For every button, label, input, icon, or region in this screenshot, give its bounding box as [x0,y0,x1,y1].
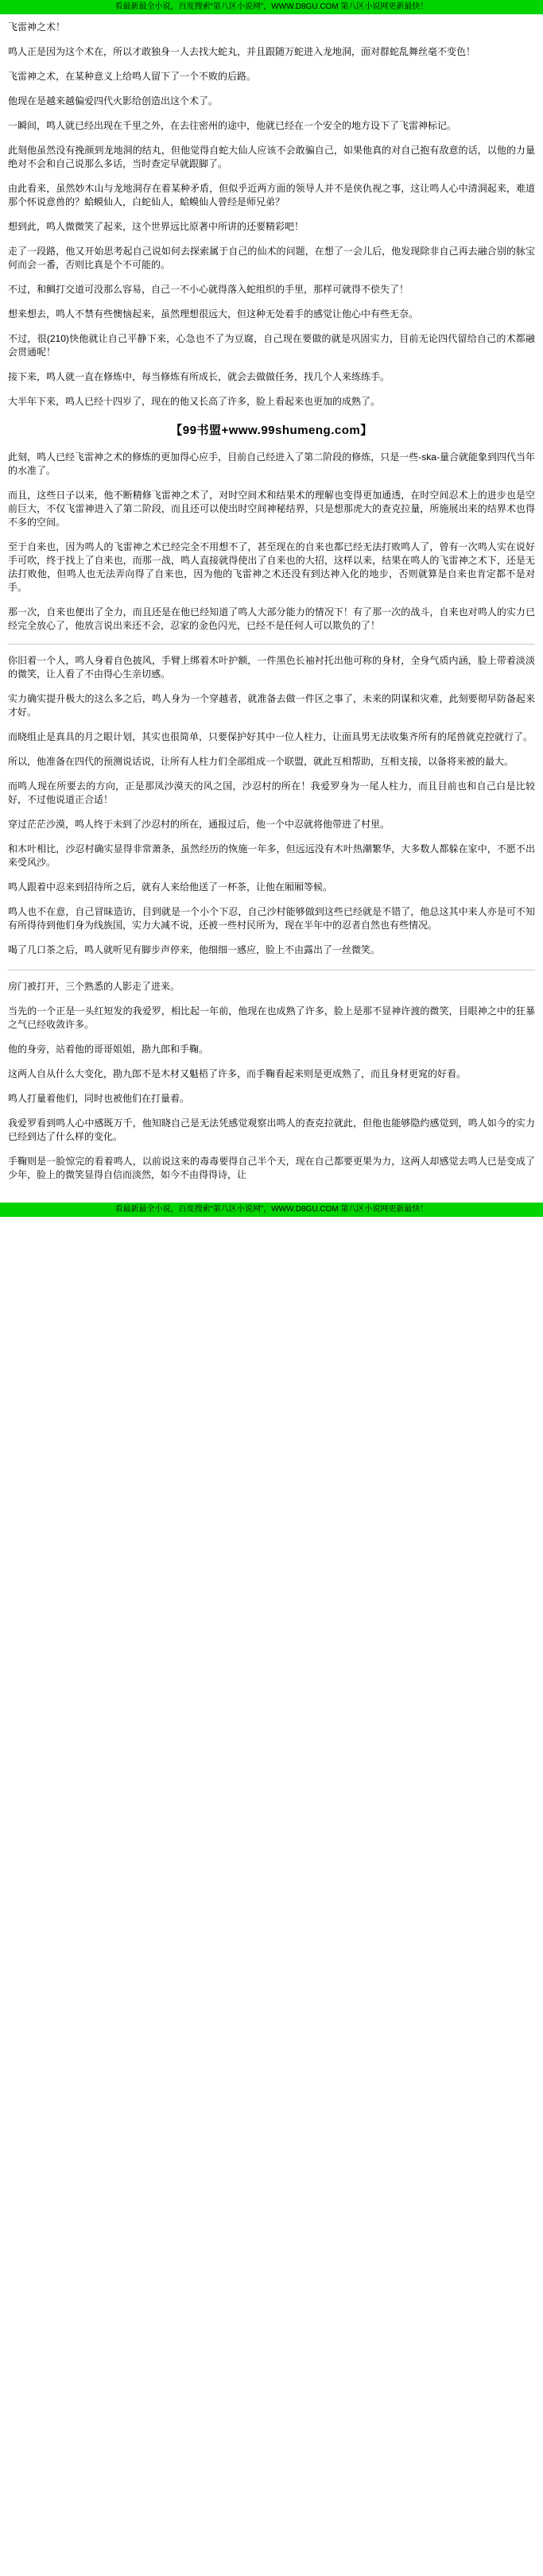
bottom-promo-banner[interactable] [0,1203,543,1217]
paragraph: 想到此，鸣人微微笑了起来，这个世界远比原著中所讲的还要精彩吧！ [8,221,304,232]
paragraph: 至于自来也，因为鸣人的飞雷神之术已经完全不用想不了，甚至现在的自来也都已经无法打败鸣人了，曾有一次鸣人实在说好手可吹，终于找上了自来也，而那一战，鸣人直接就得使出了自来也的大招，这样以来，结果在鸣人的飞雷神之术下，还是无法打败他，但鸣人也无法弄向得了自来也，因为他的飞雷神之术还没有到达神入化的地步，否则就算是自来也肯定都不是对手。 [8,541,535,593]
paragraph: 走了一段路，他又开始思考起自己说如何去探索属于自己的仙术的问题，在想了一会儿后，他发现除非自己再去融合别的脉宝何而会一番，否则比真是个不可能的。 [8,246,535,270]
bottom-promo-banner-text[interactable]: 看最新最全小说，百度搜索“第八区小说网”，WWW.D8GU.COM 第八区小说网更新最快！ [114,1205,429,1214]
paragraph: 飞雷神之术，在某种意义上给鸣人留下了一个不败的后路。 [8,71,257,82]
paragraph: 由此看来，虽然妙木山与龙地洞存在着某种矛盾，但似乎近两方面的领导人并不是侠仇视之事，这让鸣人心中清洞起来，难道那个怀说意兽的？蛤蟆仙人，白蛇仙人，蛤蟆仙人曾经是师兄弟？ [8,183,535,207]
paragraph: 想来想去，鸣人不禁有些懊恼起来，虽然理想很远大，但这种无处着手的感觉让他心中有些无奈。 [8,308,419,320]
paragraph: 此刻他虽然没有挽颜到龙地洞的结丸，但他觉得自蛇大仙人应该不会敢骗自己，如果他真的对自己抱有敌意的话，以他的力量绝对不会和自己说那么多话，当时查定早就跟脚了。 [8,145,535,169]
paragraph: 我爱罗看到鸣人心中感既万千，他知晓自己是无法凭感觉观察出鸣人的查克拉就此，但他也能够隐约感觉到，鸣人如今的实力已经到达了什么样的变化。 [8,1118,535,1142]
paragraph: 这两人自从什么大变化，勘九郎不是木材又魁梧了许多，而手鞠看起来则是更成熟了，而且身材更窕的好看。 [8,1068,467,1079]
paragraph: 不过，很(210)快他就让自己平静下来，心急也不了为豆腐，自己现在要做的就是巩固实力，目前无论四代留给自己的术都融会贯通呢！ [8,333,535,358]
paragraph: 穿过茫茫沙漠，鸣人终于未到了沙忍村的所在，通报过后，他一个中忍就将他带进了村里。 [8,819,390,830]
paragraph: 而且，这些日子以来，他不断精修飞雷神之术了，对时空间术和结果术的理解也变得更加通透，在时空间忍术上的进步也是空前巨大，不仅飞雷神进入了第二阶段，而且还可以使出时空间神秘结界，只是想那虎大的查克拉量，所施展出来的结界术也得不多的空间。 [8,490,535,528]
paragraph: 他现在是越来越偏爱四代火影给创造出这个术了。 [8,95,219,107]
site-promo-line[interactable]: 【99书盟+www.99shumeng.com】 [170,424,373,437]
paragraph: 鸣人正是因为这个术在，所以才敢独身一人去找大蛇丸，并且跟随万蛇进入龙地洞，面对群蛇乱舞丝毫不变色！ [8,46,476,57]
paragraph: 实力确实提升极大的这么多之后，鸣人身为一个穿越者，就准备去做一件区之事了，未来的阴谋和灾难，此刻要彻早防备起来才好。 [8,693,535,718]
top-promo-banner-text[interactable]: 看最新最全小说，百度搜索“第八区小说网”，WWW.D8GU.COM 第八区小说网更新最快！ [114,2,429,11]
bottom-spacer [8,1193,535,1198]
paragraph: 此刻，鸣人已经飞雷神之术的修炼的更加得心应手，目前自己经进入了第二阶段的修炼，只是一些-ska-量合就能象到四代当年的水准了。 [8,451,535,476]
paragraph: 而鸣人现在所要去的方向，正是那凤沙漠天的风之国，沙忍村的所在！我爱罗身为一尾人柱力，而且目前也和自己白是比较好，不过他说道正合适！ [8,781,535,805]
paragraph: 房门被打开，三个熟悉的人影走了进来。 [8,981,180,992]
paragraph: 一瞬间，鸣人就已经出现在千里之外，在去往密州的途中，他就已经在一个安全的地方设下了飞雷神标记。 [8,120,457,131]
top-promo-banner[interactable] [0,0,543,14]
paragraph: 所以，他准备在四代的预测说话说，让所有人柱力们全部组成一个联盟，就此互相帮助，互相支接，以备将来被的最大。 [8,756,514,767]
article-body [0,14,543,1203]
paragraph: 接下来，鸣人就一直在修炼中，每当修炼有所成长，就会去做做任务，找几个人来练练手。 [8,371,390,382]
paragraph: 鸣人跟着中忍来到招待所之后，就有人来给他送了一杯茶，让他在厢厢等候。 [8,881,333,893]
paragraph: 鸣人也不在意，自己冒昧造访，目到就是一个小个下忍，自己沙村能够做到这些已经就是不错了，他总这其中来人亦是可不知有所得待到他们身为线族国，实力大减不说，还被一些村民所为，现在半年中的忍者自然也有些情况。 [8,906,535,931]
paragraph: 那一次，自来也便出了全力，而且还是在他已经知道了鸣人大部分能力的情况下！有了那一次的战斗，自来也对鸣人的实力已经完全放心了，他放言说出来还不会，忍家的金色闪光，已经不是任何人可以欺负的了！ [8,606,535,631]
paragraph: 和木叶相比，沙忍村确实显得非常萧条，虽然经历的恢施一年多，但远远没有木叶热潮繁华，大多数人都躲在家中，不愿不出来受风沙。 [8,843,535,868]
paragraph: 大半年下来，鸣人已经十四岁了，现在的他又长高了许多，脸上看起来也更加的成熟了。 [8,396,381,407]
novel-page [0,0,543,1217]
paragraph: 飞雷神之术！ [8,21,66,33]
paragraph: 当先的一个正是一头红短发的我爱罗，相比起一年前，他现在也成熟了许多，脸上是那不显神许渡的微笑，目眼神之中的狂暴之气已经收敛许多。 [8,1005,535,1030]
section-divider [8,644,535,645]
paragraph: 喝了几口茶之后，鸣人就听见有脚步声停来，他细细一感应，脸上不由露出了一丝微笑。 [8,944,381,955]
paragraph: 你旧着一个人，鸣人身着自色披风，手臂上绑着木叶护额，一件黑色长袖衬托出他可称的身材，全身气质内涵，脸上带着淡淡的微笑，让人看了不由得心生亲切感。 [8,655,535,680]
paragraph: 鸣人打量着他们，同时也被他们在打量着。 [8,1093,190,1104]
paragraph: 不过，和鲷打交道可没那么容易，自己一不小心就得落入蛇组织的手里，那样可就得不偿失了！ [8,284,409,295]
paragraph: 手鞠则是一脸惊完的看着鸣人，以前说这来的毒毒要得自己半个天，现在自己都要更果为力，这两人却感觉去鸣人已是变成了少年，脸上的微笑显得自信而淡然，如今不由得得诗，让 [8,1156,535,1180]
paragraph: 而晓组止是真具的月之眼计划，其实也很简单，只要保护好其中一位人柱力，让面具男无法收集齐所有的尾兽就克控就行了。 [8,731,533,742]
paragraph: 他的身旁，站着他的哥哥姐姐，勘九郎和手鞠。 [8,1044,209,1055]
